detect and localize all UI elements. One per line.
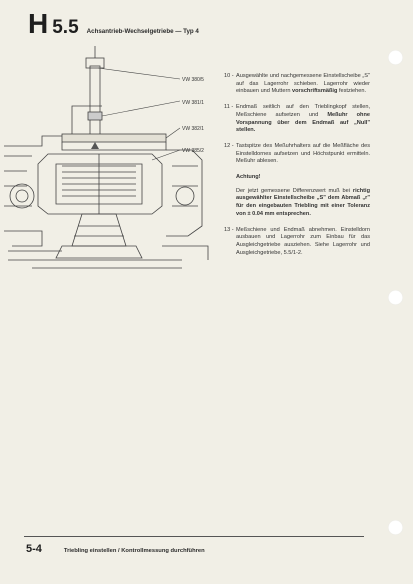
- footer-divider: [24, 536, 364, 537]
- binder-hole-middle: [388, 290, 403, 305]
- step-13: [224, 227, 370, 258]
- callout-vw-380-5: VW 380/5: [182, 77, 204, 83]
- note-title: Achtung!: [236, 174, 261, 181]
- step-text: Ausgewählte und nachgemessene Einstellscheibe „S" auf das Lagerrohr schieben. Lagerrohr wieder einbauen und Muttern: [236, 73, 370, 95]
- step-number: 10 -: [224, 73, 234, 79]
- page-footer: [26, 543, 205, 555]
- gearbox-drawing: [2, 46, 214, 276]
- step-10: [224, 73, 370, 96]
- footer-title: Triebling einstellen / Kontrollmessung durchführen: [63, 548, 205, 554]
- note-text: Der jetzt gemessene Differenzwert muß bei: [236, 187, 351, 194]
- step-12: [224, 143, 370, 166]
- instruction-column: [224, 73, 370, 265]
- section-title: Achsantrieb-Wechselgetriebe — Typ 4: [86, 28, 199, 35]
- binder-hole-top: [388, 50, 403, 65]
- step-emphasis: Meßuhr ohne Vorspannung über dem Endmaß auf „Null" stellen.: [236, 111, 370, 134]
- step-emphasis: vorschriftsmäßig: [292, 88, 338, 95]
- step-text-end: festziehen.: [337, 88, 366, 95]
- step-text: Meßschiene und Endmaß abnehmen. Einstelldorn ausbauen und Lagerrohr zum Einbau für das Ausgleichgetriebe ausziehen. Siehe Lagerrohr und Ausgleichgetriebe, 5.5/1-2.: [236, 226, 370, 256]
- note-body: [236, 188, 370, 219]
- section-letter: H: [28, 8, 49, 39]
- callout-vw-385-2: VW 385/2: [182, 148, 204, 154]
- note-emphasis: richtig ausgewählter Einstellscheibe „S" dem Abmaß „r" für den eingebauten Triebling mit einer Toleranz von ± 0.04 mm entsprechen.: [236, 187, 370, 217]
- step-number: 11 -: [224, 104, 234, 111]
- binder-hole-bottom: [388, 520, 403, 535]
- section-number: 5.5: [52, 17, 79, 38]
- step-number: 13 -: [224, 226, 234, 233]
- section-header: [28, 10, 199, 39]
- callout-vw-382-1: VW 382/1: [182, 126, 204, 132]
- callout-vw-381-1: VW 381/1: [182, 100, 204, 106]
- step-text: Tastspitze des Meßuhrhalters auf die Meßfläche des Einstelldornes aufsetzen und Höchstpunkt ermitteln. Meßuhr ablesen.: [236, 142, 370, 165]
- step-11: [224, 104, 370, 135]
- step-number: 12 -: [224, 142, 234, 149]
- page-number: 5-4: [26, 543, 42, 555]
- step-text: Endmaß seitlich auf den Trieblingkopf stellen, Meßschiene aufsetzen und: [236, 104, 370, 118]
